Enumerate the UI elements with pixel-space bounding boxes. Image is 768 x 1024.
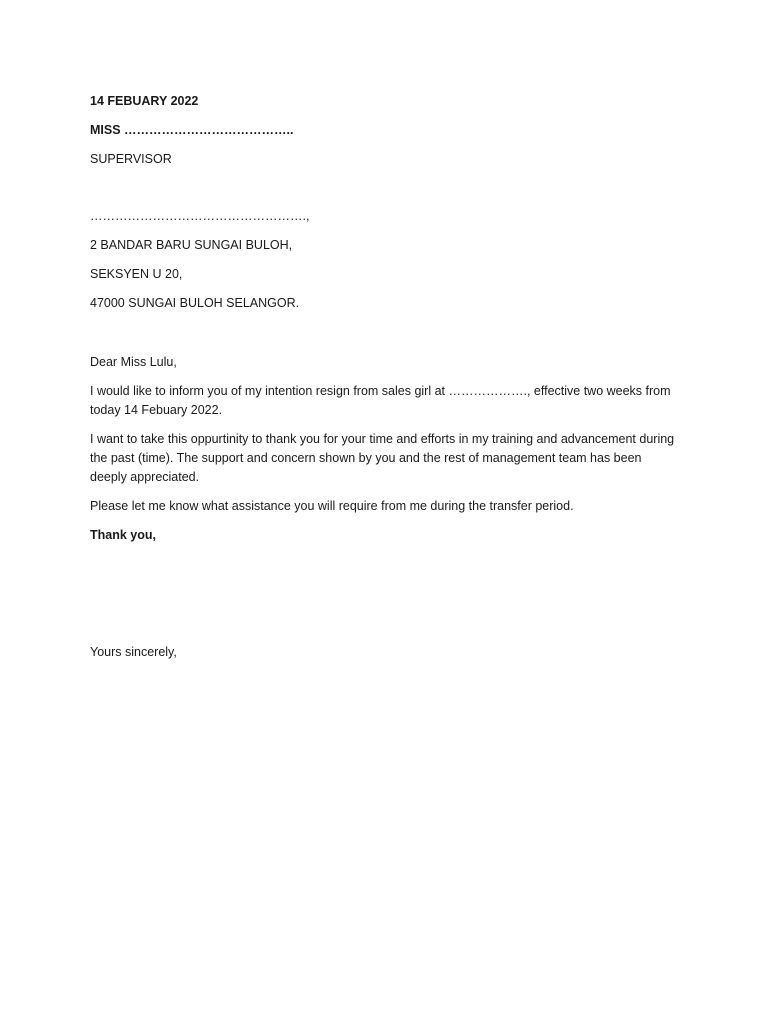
salutation: Dear Miss Lulu, [90,355,177,369]
company-placeholder: ……………………………………………., [90,209,310,223]
paragraph-intention: I would like to inform you of my intention resign from sales girl at ………………., effective two weeks from today 14 Febuary 2022. [90,384,671,417]
recipient-title: SUPERVISOR [90,152,172,166]
closing: Thank you, [90,528,156,542]
address-line-2: SEKSYEN U 20, [90,267,183,281]
address-line-1: 2 BANDAR BARU SUNGAI BULOH, [90,238,293,252]
address-line-3: 47000 SUNGAI BULOH SELANGOR. [90,296,300,310]
letter-date: 14 FEBUARY 2022 [90,94,199,108]
recipient-name: MISS ………………………………….. [90,123,294,137]
paragraph-assistance: Please let me know what assistance you will require from me during the transfer period. [90,499,574,513]
signoff: Yours sincerely, [90,645,177,659]
paragraph-thanks: I want to take this oppurtinity to thank you for your time and efforts in my training and advancement during the past (time). The support and concern shown by you and the rest of management team has been deeply appreciated. [90,432,675,484]
